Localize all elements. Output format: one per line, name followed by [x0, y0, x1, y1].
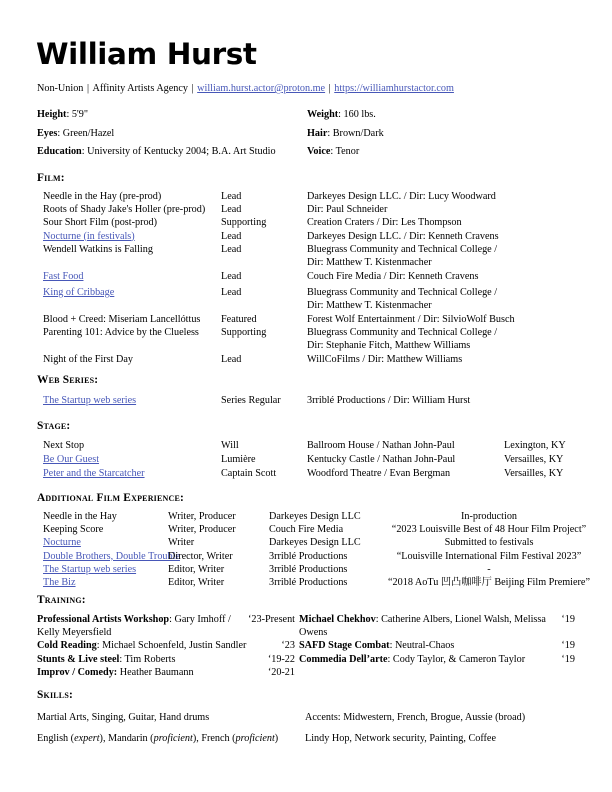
credit-row: [37, 313, 577, 326]
skills-row: [37, 728, 577, 749]
credit-company-line: Kentucky Castle / Nathan John-Paul: [307, 453, 456, 465]
vitals-left: Education: University of Kentucky 2004; B.A. Art Studio: [37, 146, 276, 157]
vitals-value: Green/Hazel: [62, 127, 115, 139]
credit-company: [307, 353, 507, 366]
website-link[interactable]: https://williamhurstactor.com: [334, 83, 454, 94]
email-link[interactable]: william.hurst.actor@proton.me: [197, 83, 326, 94]
credit-title: Night of the First Day: [43, 353, 133, 365]
additional-film-title: Needle in the Hay: [43, 511, 117, 522]
credit-company: [307, 467, 507, 480]
training-left-value: Heather Baumann: [117, 666, 194, 678]
additional-film-note: “Louisville International Film Festival 2023”: [396, 550, 582, 562]
credit-title-cell: [43, 270, 251, 283]
union-status: Non-Union: [37, 83, 84, 94]
vitals-left: Eyes: Green/Hazel: [37, 127, 115, 139]
training-right-label: SAFD Stage Combat: [299, 640, 390, 652]
credit-company-line: Ballroom House / Nathan John-Paul: [307, 440, 455, 451]
credit-row: [37, 286, 577, 312]
additional-film-role: Writer: [168, 537, 195, 549]
vitals-right: Weight: 160 lbs.: [307, 109, 376, 120]
credit-company-line: Darkeyes Design LLC. / Dir: Kenneth Cravens: [307, 230, 499, 242]
additional-film-title-cell: [43, 550, 178, 563]
skills-emphasis: expert: [74, 733, 100, 744]
additional-film-company: Darkeyes Design LLC: [269, 511, 361, 522]
additional-film-company: 3rriblé Productions: [269, 577, 348, 588]
training-right: [299, 613, 549, 639]
credit-company: [307, 243, 507, 269]
credit-row: [37, 216, 577, 229]
additional-film-row: [37, 536, 577, 549]
credit-title-cell: [43, 467, 251, 480]
additional-film-company: Darkeyes Design LLC: [269, 537, 361, 549]
training-left-year: ‘19-22: [267, 653, 295, 665]
credit-row: [37, 230, 577, 243]
section-heading-stage: Stage:: [37, 420, 71, 432]
additional-film-title-cell: [43, 536, 178, 549]
vitals-block: [37, 106, 575, 162]
credit-title-cell: [43, 326, 251, 339]
additional-film-company: 3rriblé Productions: [269, 563, 348, 575]
credit-title: Wendell Watkins is Falling: [43, 243, 153, 255]
skills-row: [37, 707, 577, 728]
additional-film-title[interactable]: Double Brothers, Double Trouble: [43, 550, 180, 562]
credit-role: Will: [221, 440, 239, 451]
credit-row: [37, 190, 577, 203]
training-right: [299, 639, 549, 652]
credit-role: Supporting: [221, 217, 267, 229]
training-right-value: : Neutral-Chaos: [389, 640, 455, 652]
credit-company-line: WillCoFilms / Dir: Matthew Williams: [307, 353, 463, 365]
credit-company-line: Dir: Matthew T. Kistenmacher: [307, 300, 432, 312]
training-right-year: ‘19: [561, 640, 575, 652]
credit-company-line: Dir: Matthew T. Kistenmacher: [307, 257, 432, 268]
credit-company-line: Bluegrass Community and Technical College /: [307, 287, 498, 298]
vitals-value: Tenor: [335, 146, 360, 157]
additional-film-note: “2023 Louisville Best of 48 Hour Film Project”: [391, 524, 587, 536]
credit-role: Lead: [221, 230, 242, 242]
credit-company-line: Darkeyes Design LLC. / Dir: Lucy Woodward: [307, 191, 496, 202]
credit-title[interactable]: Peter and the Starcatcher: [43, 467, 145, 479]
credit-title-cell: [43, 216, 251, 229]
credit-row: [37, 270, 577, 283]
credit-title-cell: [43, 313, 251, 326]
additional-film-title: Keeping Score: [43, 524, 104, 536]
credit-title[interactable]: King of Cribbage: [43, 287, 115, 298]
agency-name: Affinity Artists Agency: [92, 83, 189, 94]
training-left-year: ‘23-Present: [248, 614, 295, 625]
credit-row: [37, 203, 577, 216]
vitals-row: [37, 143, 575, 162]
credit-role: Lead: [221, 287, 242, 298]
additional-film-title[interactable]: The Biz: [43, 577, 76, 588]
credit-title: Roots of Shady Jake's Holler (pre-prod): [43, 204, 206, 216]
credit-role: Supporting: [221, 326, 267, 338]
training-right-year: ‘19: [561, 653, 575, 665]
additional-film-role: Writer, Producer: [168, 524, 236, 536]
credit-company: [307, 439, 507, 452]
credit-company: [307, 190, 507, 203]
vitals-right: Hair: Brown/Dark: [307, 127, 384, 139]
credit-title[interactable]: The Startup web series: [43, 395, 137, 406]
vitals-value: University of Kentucky 2004; B.A. Art Studio: [87, 146, 276, 157]
training-right: [299, 653, 549, 666]
additional-film-title-cell: [43, 523, 178, 536]
vitals-left: Height: 5'9": [37, 109, 89, 120]
vitals-value: Brown/Dark: [332, 127, 384, 139]
skills-right: Lindy Hop, Network security, Painting, Coffee: [305, 733, 496, 744]
credit-title-cell: [43, 453, 251, 466]
credit-title-cell: [43, 230, 251, 243]
credit-row: [37, 439, 577, 452]
skills-left: Martial Arts, Singing, Guitar, Hand drums: [37, 712, 210, 723]
section-heading-training: Training:: [37, 594, 86, 606]
additional-film-note: “2018 AoTu 凹凸咖啡厅 Beijing Film Premiere”: [388, 577, 590, 588]
additional-film-row: [37, 523, 587, 536]
additional-film-note: In-production: [460, 511, 518, 522]
training-left-label: Improv / Comedy:: [37, 666, 118, 678]
credit-title-cell: [43, 394, 251, 407]
skills-emphasis: proficient: [153, 733, 193, 744]
credit-company: [307, 216, 507, 229]
credit-company-line: Dir: Stephanie Fitch, Matthew Williams: [307, 340, 471, 351]
training-right-value: : Catherine Albers, Lionel Walsh, Melissa Owens: [299, 614, 546, 639]
vitals-label: Height: [37, 109, 67, 120]
credit-title[interactable]: Nocturne (in festivals): [43, 230, 135, 242]
credit-company: [307, 453, 507, 466]
training-left-year: ‘20-21: [267, 666, 295, 678]
credit-location: Versailles, KY: [504, 467, 564, 479]
training-left-label: Stunts & Live steel: [37, 653, 120, 665]
additional-film-company: Couch Fire Media: [269, 524, 344, 536]
section-heading-web-series: Web Series:: [37, 374, 99, 386]
skills-left: English (expert), Mandarin (proficient), French (proficient): [37, 733, 279, 744]
additional-film-role: Director, Writer: [168, 550, 233, 562]
vitals-row: [37, 106, 575, 125]
skills-right: Accents: Midwestern, French, Brogue, Aussie (broad): [305, 712, 526, 723]
additional-film-row: [37, 550, 582, 563]
credit-row: [37, 353, 577, 366]
credit-role: Lead: [221, 353, 242, 365]
credit-company: [307, 230, 507, 243]
credit-company: [307, 270, 507, 283]
training-left: [37, 666, 255, 679]
credit-company-line: 3rriblé Productions / Dir: William Hurst: [307, 395, 471, 406]
vitals-right: Voice: Tenor: [307, 146, 360, 157]
credit-title-cell: [43, 286, 251, 299]
credit-role: Lead: [221, 243, 242, 255]
credit-company-line: Dir: Paul Schneider: [307, 204, 388, 216]
credit-title[interactable]: Be Our Guest: [43, 453, 100, 465]
credit-company-line: Couch Fire Media / Dir: Kenneth Cravens: [307, 270, 479, 282]
vitals-label: Education: [37, 146, 82, 157]
credit-title-cell: [43, 353, 251, 366]
credit-role: Lead: [221, 270, 242, 282]
contact-line: Non-Union | Affinity Artists Agency | william.hurst.actor@proton.me | https://williamhurstactor.com: [37, 83, 454, 94]
credit-row: [37, 453, 577, 466]
training-left-value: : Tim Roberts: [119, 653, 176, 665]
credit-company-line: Forest Wolf Entertainment / Dir: SilvioWolf Busch: [307, 313, 515, 325]
credit-company-line: Bluegrass Community and Technical College /: [307, 326, 498, 338]
credit-company: [307, 313, 515, 326]
credit-company-line: Woodford Theatre / Evan Bergman: [307, 467, 451, 479]
training-left: [37, 653, 255, 666]
credit-role: Series Regular: [221, 395, 281, 406]
credit-title: Next Stop: [43, 440, 85, 451]
skills-emphasis: proficient: [235, 733, 275, 744]
additional-film-title-cell: [43, 510, 178, 523]
training-left-label: Cold Reading: [37, 640, 97, 652]
additional-film-role: Writer, Producer: [168, 511, 236, 522]
vitals-label: Eyes: [37, 127, 58, 139]
credit-company: [307, 326, 507, 352]
additional-film-row: [37, 576, 590, 589]
credit-title: Parenting 101: Advice by the Clueless: [43, 326, 199, 338]
training-left: [37, 613, 255, 639]
training-left-value: : Michael Schoenfeld, Justin Sandler: [96, 640, 247, 652]
training-left-year: ‘23: [281, 640, 295, 652]
credit-row: [37, 243, 577, 269]
vitals-row: [37, 125, 575, 144]
additional-film-title[interactable]: The Startup web series: [43, 563, 137, 575]
credit-row: [37, 326, 577, 352]
additional-film-note: Submitted to festivals: [444, 537, 534, 549]
training-right-year: ‘19: [561, 614, 575, 625]
additional-film-title-cell: [43, 563, 178, 576]
credit-location: Versailles, KY: [504, 453, 564, 465]
credit-row: [37, 394, 577, 407]
credit-title: Needle in the Hay (pre-prod): [43, 191, 162, 202]
training-left-value: : Gary Imhoff / Kelly Meyersfield: [37, 614, 231, 639]
credit-company: [307, 286, 507, 312]
credit-title-cell: [43, 203, 251, 216]
additional-film-note: -: [487, 563, 491, 575]
vitals-label: Voice: [307, 146, 331, 157]
vitals-value: 5'9": [71, 109, 89, 120]
credit-company: [307, 394, 507, 407]
credit-title: Sour Short Film (post-prod): [43, 217, 158, 229]
additional-film-title-cell: [43, 576, 178, 589]
additional-film-role: Editor, Writer: [168, 563, 225, 575]
additional-film-company: 3rriblé Productions: [269, 550, 348, 562]
credit-role: Lead: [221, 191, 242, 202]
credit-role: Featured: [221, 313, 257, 325]
training-right-label: Michael Chekhov: [299, 614, 376, 625]
credit-role: Lumière: [221, 453, 256, 465]
vitals-label: Hair: [307, 127, 328, 139]
credit-title[interactable]: Fast Food: [43, 270, 84, 282]
credit-company-line: Bluegrass Community and Technical College /: [307, 243, 498, 255]
additional-film-row: [37, 510, 577, 523]
additional-film-row: [37, 563, 577, 576]
page-title: William Hurst: [36, 37, 257, 71]
training-right-label: Commedia Dell’arte: [299, 653, 388, 665]
section-heading-skills: Skills:: [37, 689, 73, 701]
credit-title-cell: [43, 439, 251, 452]
section-heading-film: Film:: [37, 172, 65, 184]
credit-title-cell: [43, 190, 251, 203]
section-heading-additional-film: Additional Film Experience:: [37, 492, 185, 504]
credit-title: Blood + Creed: Miseriam Lancellóttus: [43, 313, 201, 325]
vitals-label: Weight: [307, 109, 339, 120]
training-left: [37, 639, 255, 652]
credit-role: Captain Scott: [221, 467, 277, 479]
credit-company-line: Creation Craters / Dir: Les Thompson: [307, 217, 462, 229]
training-right-value: : Cody Taylor, & Cameron Taylor: [387, 653, 526, 665]
additional-film-role: Editor, Writer: [168, 577, 225, 588]
credit-company: [307, 203, 507, 216]
vitals-value: 160 lbs.: [343, 109, 376, 120]
credit-role: Lead: [221, 204, 242, 216]
training-left-label: Professional Artists Workshop: [37, 614, 170, 625]
credit-title-cell: [43, 243, 251, 256]
additional-film-title[interactable]: Nocturne: [43, 537, 81, 549]
credit-row: [37, 467, 577, 480]
credit-location: Lexington, KY: [504, 440, 566, 451]
